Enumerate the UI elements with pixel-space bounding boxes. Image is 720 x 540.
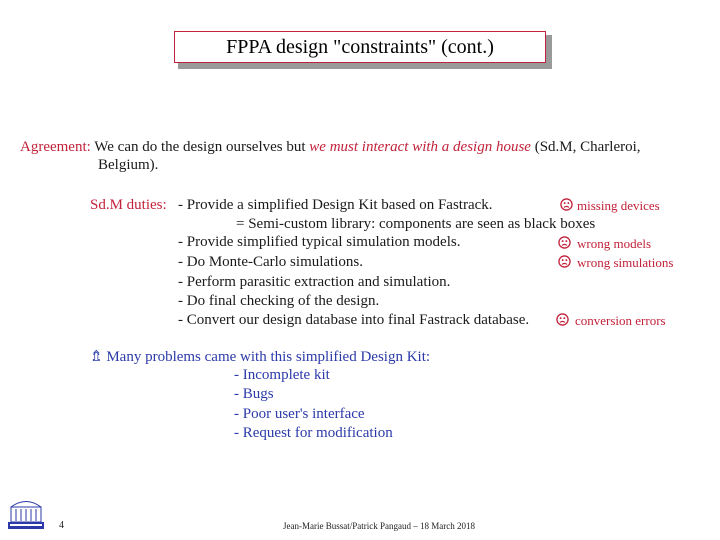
problem-item: - Incomplete kit [234, 367, 330, 383]
issue-label: wrong models [577, 236, 652, 251]
duty-item: - Do final checking of the design. [178, 293, 380, 309]
problems-heading-row [90, 347, 430, 366]
duties-label: Sd.M duties: [90, 197, 167, 213]
agreement-continuation: Belgium). [98, 157, 159, 173]
slide-title [174, 31, 546, 63]
duties-label-row [90, 197, 167, 214]
problems-heading: Many problems came with this simplified Design Kit: [106, 349, 431, 365]
page-number: 4 [59, 520, 64, 531]
institute-logo [6, 494, 48, 532]
agreement-text: We can do the design ourselves but [94, 139, 306, 155]
problem-item: - Poor user's interface [234, 406, 365, 422]
issue-label: wrong simulations [577, 255, 674, 270]
right-arrow-icon: ⇯ [90, 349, 103, 365]
agreement-line [20, 139, 641, 156]
frown-icon [558, 236, 571, 249]
problem-item: - Request for modification [234, 425, 393, 441]
issue-label: missing devices [577, 198, 660, 213]
frown-icon [558, 255, 571, 268]
agreement-emphasis: we must interact with a design house [309, 139, 531, 155]
issue-label: conversion errors [575, 313, 666, 328]
problem-item: - Bugs [234, 386, 274, 402]
duty-item: - Perform parasitic extraction and simulation. [178, 274, 451, 290]
footer-credit: Jean-Marie Bussat/Patrick Pangaud – 18 March 2018 [283, 521, 475, 531]
duty-item: - Do Monte-Carlo simulations. [178, 254, 363, 270]
agreement-line-2 [98, 157, 158, 174]
duty-item: = Semi-custom library: components are seen as black boxes [236, 216, 596, 232]
duty-item: - Provide simplified typical simulation models. [178, 234, 461, 250]
duty-item: - Provide a simplified Design Kit based on Fastrack. [178, 197, 493, 213]
frown-icon [560, 198, 573, 211]
slide-title-text: FPPA design "constraints" (cont.) [226, 35, 494, 58]
frown-icon [556, 313, 569, 326]
agreement-text-end: (Sd.M, Charleroi, [534, 139, 641, 155]
duty-item: - Convert our design database into final Fastrack database. [178, 312, 530, 328]
agreement-label: Agreement: [20, 139, 91, 155]
